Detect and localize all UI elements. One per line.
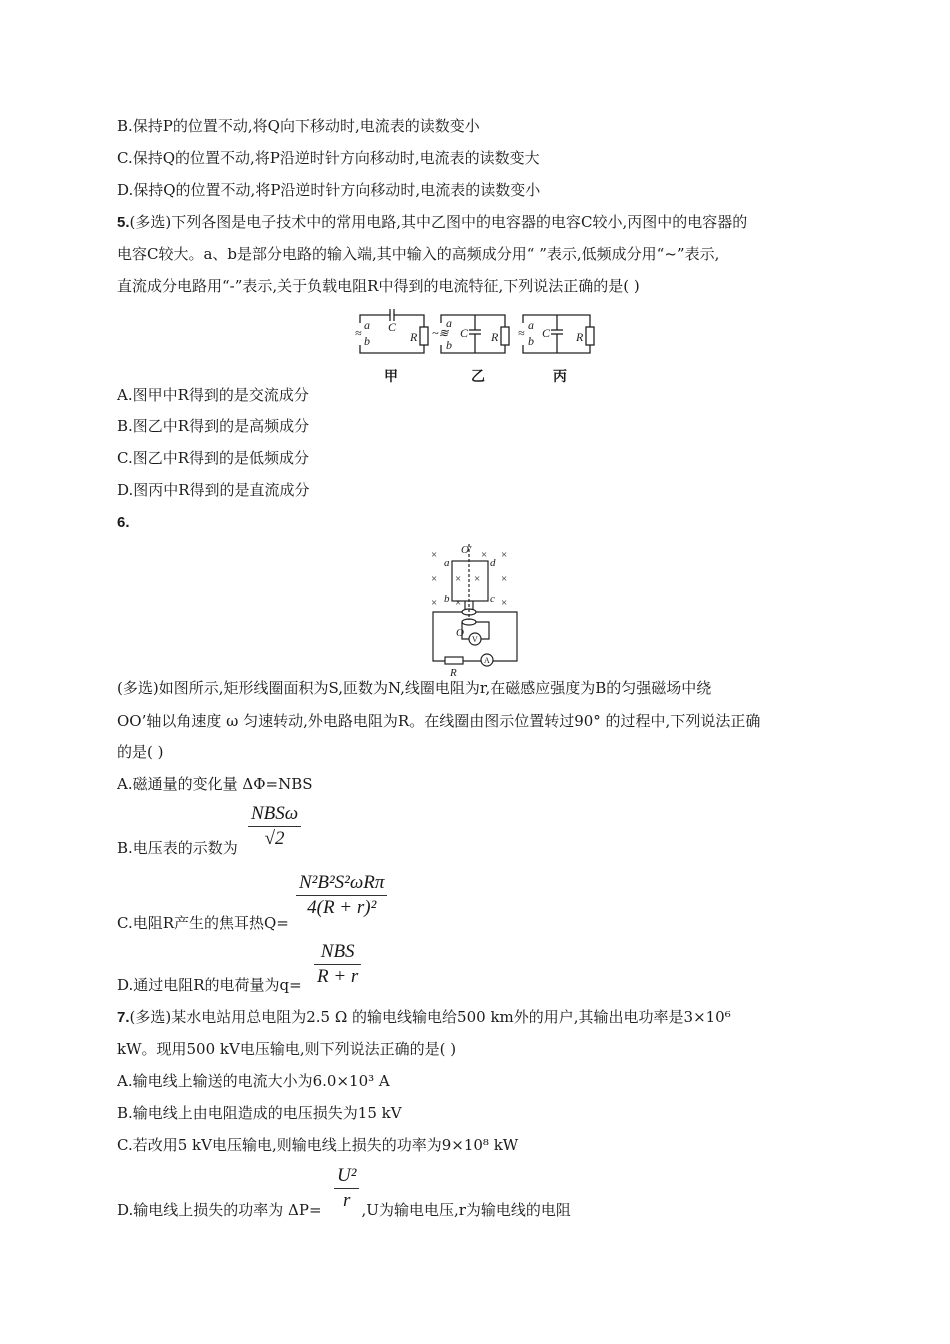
q7-option-d-suffix: ,U为输电电压,r为输电线的电阻 <box>361 1201 571 1219</box>
q4-option-b: B.保持P的位置不动,将Q向下移动时,电流表的读数变小 <box>117 117 480 135</box>
q6-option-b-fraction <box>248 802 301 851</box>
q5-caption-bing: 丙 <box>553 369 567 385</box>
svg-text:~≋: ~≋ <box>432 326 449 340</box>
field-x-3: × <box>501 549 508 561</box>
q6-d-numerator: NBS <box>320 941 355 962</box>
q5-label-c2: C <box>460 326 469 340</box>
ammeter-icon: A <box>484 656 490 665</box>
q6-option-a: A.磁通量的变化量 ΔΦ=NBS <box>117 775 313 793</box>
q5-option-c: C.图乙中R得到的是低频成分 <box>117 449 310 467</box>
q6-option-b: B.电压表的示数为 <box>117 839 238 857</box>
q5-label-c3: C <box>542 326 551 340</box>
svg-text:≈: ≈ <box>518 326 525 340</box>
q6-d-denominator: R + r <box>317 966 359 987</box>
q4-option-c: C.保持Q的位置不动,将P沿逆时针方向移动时,电流表的读数变大 <box>117 149 540 167</box>
q5-label-r3: R <box>576 330 584 344</box>
q6-stem-line2: OO’轴以角速度 ω 匀速转动,外电路电阻为R。在线圈由图示位置转过90° 的过程中,下列说法正确 <box>117 712 761 730</box>
q6-b-denominator: √2 <box>264 828 285 849</box>
q5-label-a1: a <box>364 318 370 332</box>
field-x-5: × <box>455 573 462 585</box>
q5-option-d: D.图丙中R得到的是直流成分 <box>117 481 310 499</box>
q6-stem-line1: (多选)如图所示,矩形线圈面积为S,匝数为N,线圈电阻为r,在磁感应强度为B的匀强磁场中绕 <box>117 679 712 697</box>
field-x-6: × <box>474 573 481 585</box>
field-x-8: × <box>431 597 438 609</box>
field-x-7: × <box>501 573 508 585</box>
q6-option-d: D.通过电阻R的电荷量为q= <box>117 976 302 994</box>
q5-stem-line1 <box>117 212 747 233</box>
q6-stem-line3: 的是( ) <box>117 743 164 761</box>
q7-option-d-prefix: D.输电线上损失的功率为 ΔP= <box>117 1201 322 1219</box>
q7-option-b: B.输电线上由电阻造成的电压损失为15 kV <box>117 1104 402 1122</box>
q5-label-a3: a <box>528 318 534 332</box>
q7-d-numerator: U² <box>337 1165 357 1186</box>
q7-option-c: C.若改用5 kV电压输电,则输电线上损失的功率为9×10⁸ kW <box>117 1136 519 1154</box>
q7-stem-text1: (多选)某水电站用总电阻为2.5 Ω 的输电线输电给500 km外的用户,其输出电功率是3×10⁶ <box>129 1008 731 1026</box>
q5-label-r2: R <box>491 330 499 344</box>
q6-label-b: b <box>444 593 450 605</box>
q6-label-r: R <box>450 667 457 679</box>
q6-label-o: O <box>456 627 464 639</box>
q5-label-b3: b <box>528 334 534 348</box>
q6-label-d: d <box>490 557 496 569</box>
q7-option-a: A.输电线上输送的电流大小为6.0×10³ A <box>117 1072 390 1090</box>
q6-coil-figure <box>425 538 525 679</box>
q5-caption-yi: 乙 <box>471 369 485 385</box>
q7-option-d-fraction <box>334 1164 359 1213</box>
q4-option-d: D.保持Q的位置不动,将P沿逆时针方向移动时,电流表的读数变小 <box>117 181 541 199</box>
field-x-1: × <box>431 549 438 561</box>
q6-option-d-fraction <box>314 940 361 989</box>
q5-stem-line3: 直流成分电路用“-”表示,关于负载电阻R中得到的电流特征,下列说法正确的是( ) <box>117 277 640 295</box>
q6-c-numerator: N²B²S²ωRπ <box>299 872 385 893</box>
svg-text:≈: ≈ <box>355 326 362 340</box>
voltmeter-icon: V <box>472 635 478 644</box>
q5-label-r1: R <box>410 330 418 344</box>
q6-option-c: C.电阻R产生的焦耳热Q= <box>117 914 289 932</box>
q5-option-b: B.图乙中R得到的是高频成分 <box>117 417 310 435</box>
q5-caption-jia: 甲 <box>384 369 398 385</box>
q5-stem-text1: (多选)下列各图是电子技术中的常用电路,其中乙图中的电容器的电容C较小,丙图中的电容器的 <box>129 213 748 231</box>
field-x-10: × <box>501 597 508 609</box>
q7-number: 7. <box>117 1009 130 1026</box>
q6-label-c: c <box>490 593 495 605</box>
q5-stem-line2: 电容C较大。a、b是部分电路的输入端,其中输入的高频成分用“ ”表示,低频成分用“~”表示, <box>117 245 720 263</box>
q5-label-b2: b <box>446 338 452 352</box>
q6-label-o-prime: O′ <box>461 544 472 556</box>
q6-option-c-fraction <box>296 871 387 920</box>
q6-number: 6. <box>117 514 130 531</box>
q5-label-b1: b <box>364 334 370 348</box>
q6-label-a: a <box>444 557 450 569</box>
q5-number: 5. <box>117 214 130 231</box>
q5-label-c1: C <box>388 320 397 334</box>
q7-d-denominator: r <box>343 1190 351 1211</box>
field-x-4: × <box>431 573 438 585</box>
q6-b-numerator: NBSω <box>251 803 299 824</box>
field-x-2: × <box>481 549 488 561</box>
q5-label-a2: a <box>446 316 452 330</box>
q5-option-a: A.图甲中R得到的是交流成分 <box>117 386 309 404</box>
q7-stem-line2: kW。现用500 kV电压输电,则下列说法正确的是( ) <box>117 1040 457 1058</box>
q7-stem-line1 <box>117 1007 731 1028</box>
q6-c-denominator: 4(R + r)² <box>307 897 377 918</box>
field-x-9: × <box>455 597 462 609</box>
